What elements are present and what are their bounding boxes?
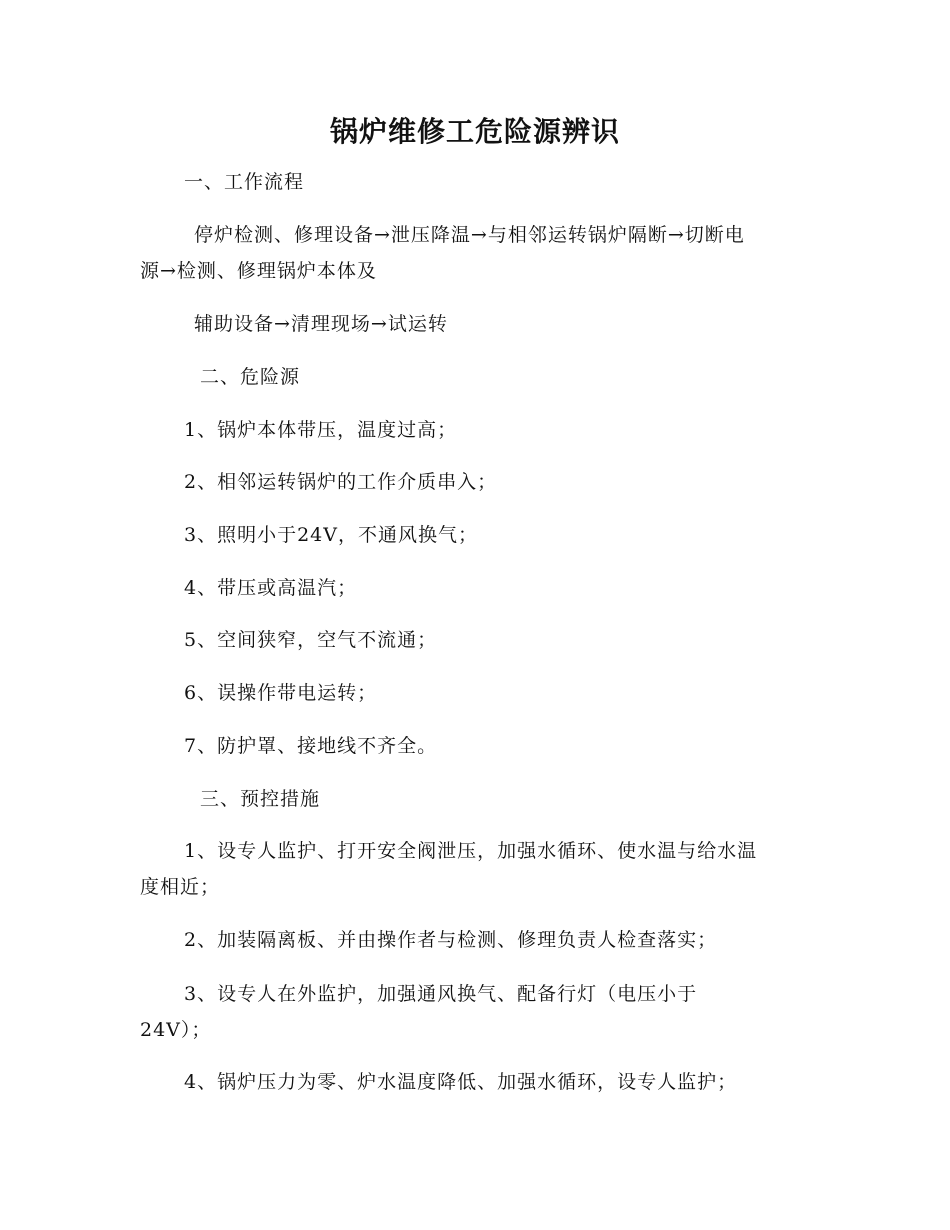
document-title: 锅炉维修工危险源辨识 — [329, 115, 620, 148]
section-heading-workflow: 一、工作流程 — [184, 171, 305, 193]
control-item-3-line-1: 3、设专人在外监护，加强通风换气、配备行灯（电压小于 — [184, 983, 698, 1005]
hazard-item-1: 1、锅炉本体带压，温度过高； — [184, 419, 458, 441]
hazard-item-3: 3、照明小于24V，不通风换气； — [184, 524, 478, 546]
workflow-text-line-1: 停炉检测、修理设备→泄压降温→与相邻运转锅炉隔断→切断电 — [194, 224, 745, 246]
workflow-text-line-2: 源→检测、修理锅炉本体及 — [140, 260, 377, 282]
workflow-text-line-3: 辅助设备→清理现场→试运转 — [194, 313, 448, 335]
hazard-item-6: 6、误操作带电运转； — [184, 682, 378, 704]
control-item-1-line-1: 1、设专人监护、打开安全阀泄压，加强水循环、使水温与给水温 — [184, 840, 758, 862]
section-heading-hazards: 二、危险源 — [200, 366, 301, 388]
hazard-item-7: 7、防护罩、接地线不齐全。 — [184, 735, 438, 757]
control-item-2: 2、加装隔离板、并由操作者与检测、修理负责人检查落实； — [184, 929, 718, 951]
control-item-3-line-2: 24V）； — [140, 1019, 212, 1041]
hazard-item-2: 2、相邻运转锅炉的工作介质串入； — [184, 471, 498, 493]
section-heading-controls: 三、预控措施 — [200, 788, 321, 810]
control-item-1-line-2: 度相近； — [140, 876, 221, 898]
hazard-item-5: 5、空间狭窄，空气不流通； — [184, 629, 438, 651]
control-item-4: 4、锅炉压力为零、炉水温度降低、加强水循环，设专人监护； — [184, 1071, 738, 1093]
hazard-item-4: 4、带压或高温汽； — [184, 577, 358, 599]
